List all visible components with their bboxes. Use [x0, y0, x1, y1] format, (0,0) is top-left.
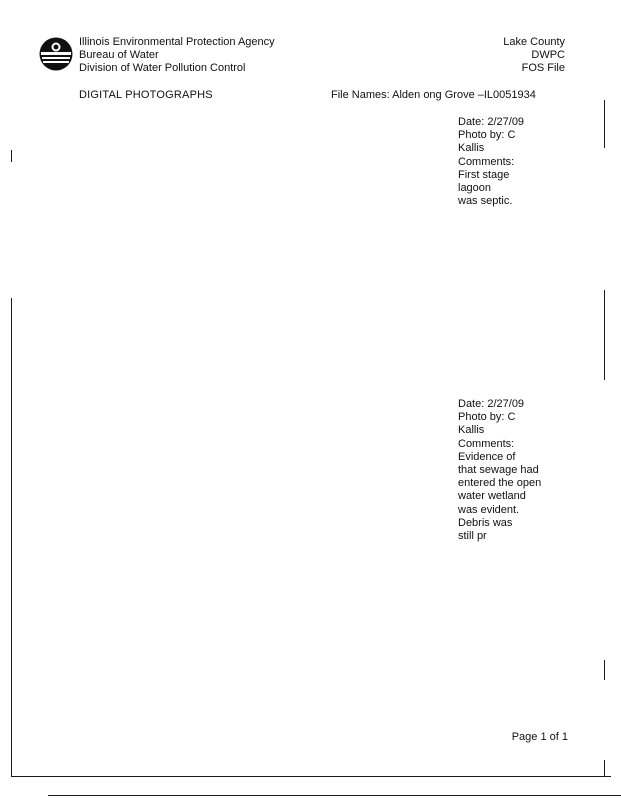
caption-line: Comments: [458, 155, 515, 168]
caption-line: water wetland [458, 490, 526, 503]
scan-bottom-border [11, 776, 611, 777]
scan-right-mark [604, 760, 605, 776]
caption-line: Date: 2/27/09 [458, 116, 525, 128]
caption-line: was evident. [458, 503, 520, 516]
scan-footer-line [48, 795, 621, 796]
scan-right-mark [604, 100, 605, 148]
scan-mark [11, 378, 12, 398]
scan-dash [560, 776, 578, 777]
scan-right-mark [604, 290, 605, 380]
scan-mark [11, 598, 12, 613]
caption-line: Evidence of [458, 450, 516, 463]
iepa-logo [38, 36, 74, 72]
county-header [503, 36, 565, 75]
photo-caption-2 [458, 398, 568, 543]
bureau-name: Bureau of Water [79, 49, 159, 61]
caption-line: lagoon [458, 182, 492, 195]
caption-line: First stage [458, 168, 510, 181]
caption-line: Date: 2/27/09 [458, 398, 525, 410]
caption-line: Photo by: C [458, 129, 516, 142]
photo-caption-1 [458, 116, 568, 208]
scan-right-mark [604, 660, 605, 680]
document-title: DIGITAL PHOTOGRAPHS [79, 89, 213, 101]
scan-mark [11, 150, 12, 162]
caption-line: Photo by: C [458, 411, 516, 424]
caption-line: Kallis [458, 424, 485, 437]
county-name: Lake County [503, 36, 565, 48]
caption-line: Comments: [458, 437, 515, 450]
division-name: Division of Water Pollution Control [79, 62, 246, 74]
program-code: DWPC [531, 49, 565, 61]
file-type: FOS File [521, 62, 565, 74]
agency-name: Illinois Environmental Protection Agency [79, 36, 275, 48]
page-number: Page 1 of 1 [511, 731, 568, 743]
caption-line: Debris was [458, 516, 513, 529]
file-names: File Names: Alden ong Grove –IL0051934 [331, 89, 536, 101]
caption-line: was septic. [458, 195, 513, 208]
caption-line: still pr [458, 530, 487, 543]
agency-header [79, 36, 275, 75]
caption-line: Kallis [458, 142, 485, 155]
caption-line: entered the open [458, 477, 542, 490]
scan-mark [11, 650, 12, 750]
caption-line: that sewage had [458, 464, 539, 477]
